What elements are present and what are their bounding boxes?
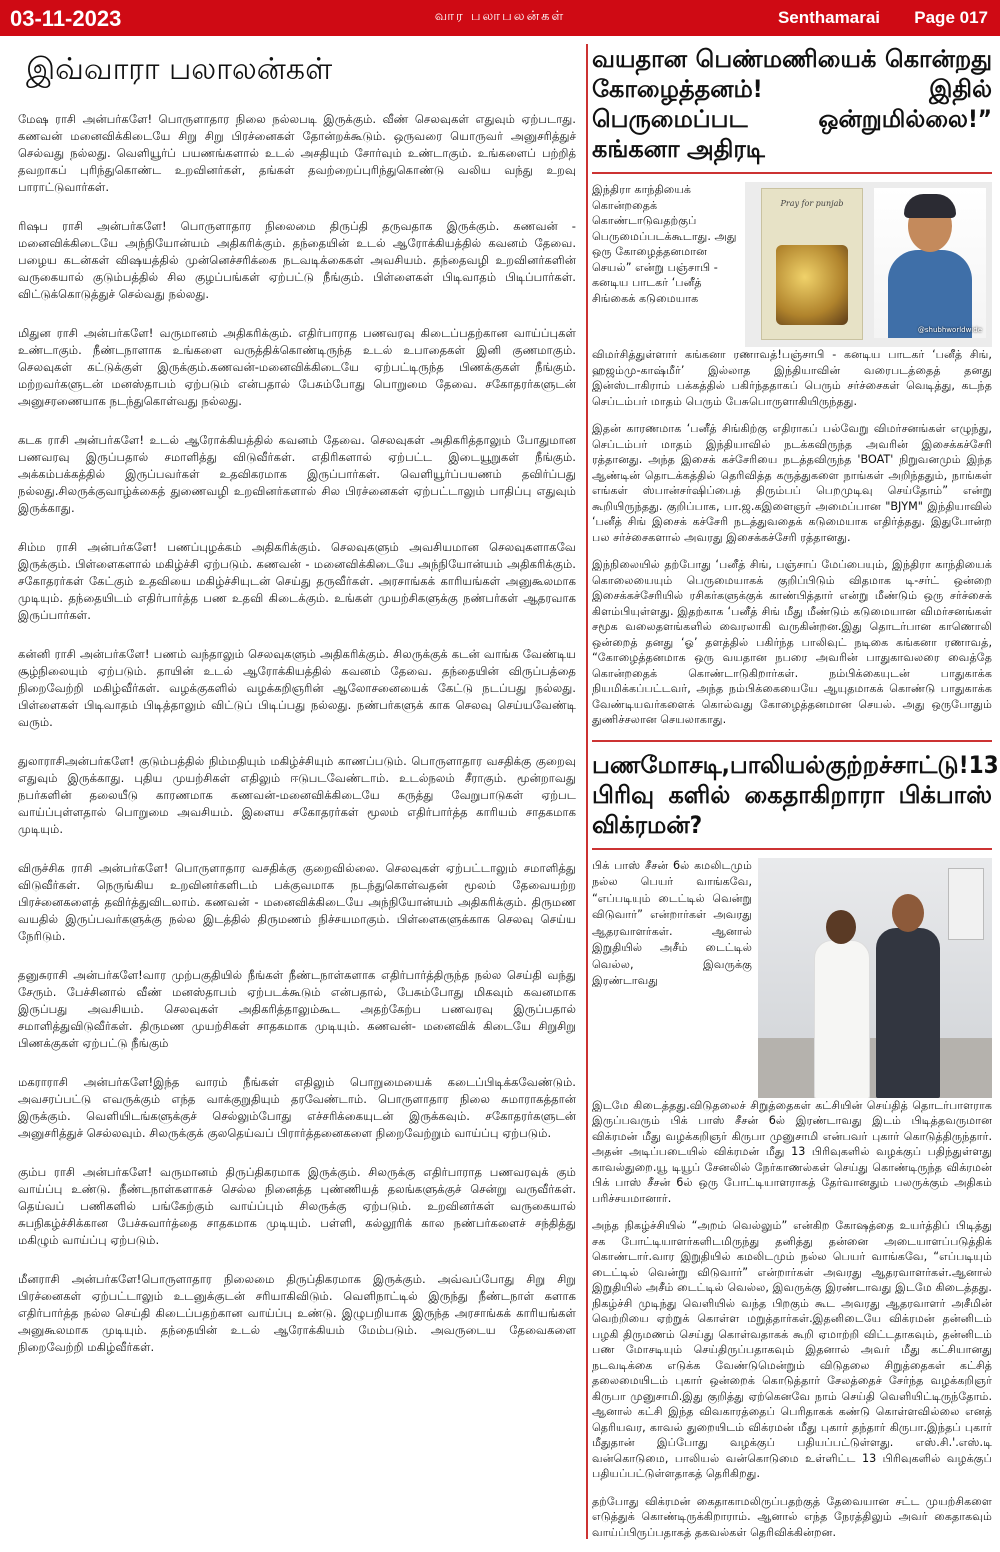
article-paragraph: அந்த நிகழ்ச்சியில் “அறம் வெல்லும்” என்கிற கோஷத்தை உயர்த்திப் பிடித்து சக போட்டியாளர்களிடமிருந்து தனித்து தன்னை அடையாளப்படுத்திக் கொண்டார்.வார இறுதியில் கமலிடமும் நல்ல பெயர் வாங்கவே, “எப்படியும் டைட்டில் வென்று விடுவார்” என்றார்கள் அவரது ஆதரவாளர்கள்.ஆனால் இறுதியில் அசீம் டைட்டில் வெல்ல, இவருக்கு இரண்டாவது இடமே கிடைத்தது. நிகழ்ச்சி முடிந்து வெளியில் வந்த பிறகும் கூட அவரது ஆதரவாளர் அசீமின் வெற்றியை ஏற்றுக் கொள்ள மறுத்தார்கள்.இதனிடையே விக்ரமன் தன்னிடம் பழகி திருமணம் செய்து கொள்வதாகக் கூறி ஏமாற்றி விட்டதாகவும், தன்னிடம் பண மோசடியும் செய்திருப்பதாகவும் இதனால் அவர் மீது கட்சியானது நடவடிக்கை எடுக்க வேண்டுமென்றும் விடுதலை சிறுத்தைகள் கட்சித் தலைமையிடம் புகார் ஒன்றைக் கொடுத்தார் சேலத்தைச் சேர்ந்த வழக்கறிஞர் கிருபா முனுசாமி.இது குறித்து ஏற்கெனவே நாம் செய்தி வெளியிட்டிருந்தோம். ஆனால் கட்சி இந்த விவகாரத்தைப் பெரிதாகக் கண்டு கொள்ளவில்லை எனத் தெரியவர, காவல் துறையிடம் விக்ரமன் மீது புகார் தந்தார் கிருபா.இந்தப் புகார் மீதுதான் இப்போது வழக்குப் பதியப்பட்டுள்ளது. எஸ்.சி.'.எஸ்.டி வன்கொடுமை, பாலியல் வன்கொடுமை உள்ளிட்ட 13 பிரிவுகளில் வழக்குப் பதியப்பட்டுள்ளதாகத் தெரிகிறது. <box>592 1219 992 1480</box>
header-bar <box>0 0 1000 36</box>
horoscope-item: மீனராசி அன்பர்களே!பொருளாதார நிலைமை திருப்திகரமாக இருக்கும். அவ்வப்போது சிறு சிறு பிரச்னைகள் ஏற்பட்டாலும் உடனுக்குடன் சரியாகிவிடும். வெளிநாட்டில் இருந்து நீண்டநாள் களாக எதிர்பார்த்த நல்ல செய்தி கிடைப்பதற்கான வாய்ப்பு உண்டு. இழுபறியாக இருந்த அரசாங்கக் காரியங்கள் அனுகூலமாக முடியும். தந்தையின் உடல் ஆரோக்கியம் மேம்படும். அவருடைய தேவைகளை நிறைவேற்றி மகிழ்வீர்கள். <box>18 1272 576 1354</box>
horoscope-item: ரிஷப ராசி அன்பர்களே! பொருளாதார நிலைமை திருப்தி தருவதாக இருக்கும். கணவன் - மனைவிக்கிடையே அந்நியோன்யம் அதிகரிக்கும். தந்தையின் உடல் ஆரோக்கியத்தில் கவனம் தேவை. பழைய கடன்கள் விஷயத்தில் முன்னெச்சரிக்கை நடவடிக்கைகள் அவசியம். தந்தைவழி உறவினர்களின் வருகையால் குடும்பத்தில் சில குழப்பங்கள் ஏற்பட்டு நீங்கும். பிள்ளைகள் பிடிவாதம் பிடிப்பார்கள். விட்டுக்கொடுத்துச் செல்வது நல்லது. <box>18 219 576 301</box>
book-cover-image <box>761 188 863 340</box>
article-intro: இந்திரா காந்தியைக் கொன்றதைக் கொண்டாடுவதற்குப் பெருமைப்படக்கூடாது. அது ஒரு கோழைத்தனமான செயல்” என்று பஞ்சாபி - கனடிய பாடகர் ‘பனீத் சிங்கைக் கடுமையாக <box>592 183 737 305</box>
horoscope-item: சிம்ம ராசி அன்பர்களே! பணப்புழக்கம் அதிகரிக்கும். செலவுகளும் அவசியமான செலவுகளாகவே இருக்கும். பிள்ளைகளால் மகிழ்ச்சி ஏற்படும். கணவன் - மனைவிக்கிடையே அந்நியோன்யம் அதிகரிக்கும். சகோதரர்கள் கேட்கும் உதவியை மகிழ்ச்சியுடன் செய்து தருவீர்கள். அரசாங்கக் காரியங்கள் அனுகூலமாக முடியும். தந்தையிடம் எதிர்பார்த்த பண உதவி கிடைக்கும். உங்கள் முயற்சிகளுக்கு நண்பர்கள் ஆதரவாக இருப்பார்கள். <box>18 540 576 622</box>
divider-line <box>592 172 992 174</box>
horoscope-item: கடக ராசி அன்பர்களே! உடல் ஆரோக்கியத்தில் கவனம் தேவை. செலவுகள் அதிகரித்தாலும் போதுமான பணவரவு இருப்பதால் சமாளித்து விடுவீர்கள். எதிரிகளால் ஏற்பட்ட இடையூறுகள் நீங்கும். அக்கம்பக்கத்தில் இருப்பவர்கள் உதவிகரமாக இருப்பார்கள். வெளியூர்ப்பயணம் தவிர்ப்பது நல்லது.சிலருக்குவாழ்க்கைத் துணைவழி உறவினர்களால் சில பிரச்னைகள் ஏற்பட்டாலும் பாதிப்பு எதுவும் இருக்காது. <box>18 433 576 515</box>
singer-photo <box>874 188 986 338</box>
horoscope-item: மகராராசி அன்பர்களே!இந்த வாரம் நீங்கள் எதிலும் பொறுமையைக் கடைப்பிடிக்கவேண்டும். அவசரப்பட்டு எவருக்கும் எந்த வாக்குறுதியும் தரவேண்டாம். பொருளாதார நிலை சுமாராகத்தான் இருக்கும். வெளியிடங்களுக்குச் செல்லும்போது எச்சரிக்கையுடன் இருக்கவும். சகோதரர்களுடன் அனுசரித்துச் செல்லவும். சிலருக்குக் குலதெய்வப் பிரார்த்தனைகளை நிறைவேற்றும் வாய்ப்பு ஏற்படும். <box>18 1075 576 1140</box>
article-headline: பணமோசடி,பாலியல்குற்றச்சாட்டு!13 பிரிவு களில் கைதாகிறாரா பிக்பாஸ் விக்ரமன்? <box>592 750 999 839</box>
article-paragraph: இடமே கிடைத்தது.விடுதலைச் சிறுத்தைகள் கட்சியின் செய்தித் தொடர்பாளராக இருப்பவரும் பிக் பாஸ் சீசன் 6ல் இரண்டாவது இடம் பிடித்தவருமான விக்ரமன் மீது வழக்கறிஞர் கிருபா முனுசாமி என்பவர் புகார் கொடுத்திருந்தார். அதன் அடிப்படையில் விக்ரமன் மீது 13 பிரிவுகளில் வழக்குப் பதிந்துள்ளது காவல்துறை.யூ டியூப் சேனலில் நேர்காணல்கள் செய்து கொண்டிருந்த விக்ரமன் பிக் பாஸ் சீசன் 6ல் ஒரு போட்டியாளராகத் தேர்வானதும் பலருக்கும் அதிகம் பரிச்சயமானார். <box>592 1098 992 1205</box>
photo-handle: @shubhworldwide <box>917 326 982 334</box>
article-headline: வயதான பெண்மணியைக் கொன்றது கோழைத்தனம்! இதில் பெருமைப்பட ஒன்றுமில்லை!” கங்கனா அதிரடி <box>592 45 992 163</box>
horoscope-item: மேஷ ராசி அன்பர்களே! பொருளாதார நிலை நல்லபடி இருக்கும். வீண் செலவுகள் எதுவும் ஏற்படாது. கணவன் மனைவிக்கிடையே சிறு சிறு பிரச்னைகள் தோன்றக்கூடும். ஒருவரை யொருவர் அனுசரித்துச் செல்வது நல்லது. வெளியூர்ப் பயணங்களால் உடல் அசதியும் சோர்வும் உண்டாகும். உங்களைப் பற்றித் தவறாகப் புரிந்துகொண்ட உறவினர்கள், தங்கள் தவற்றைப்புரிந்துகொண்டு வலிய வந்து உறவு பாராட்டுவார்கள். <box>18 112 576 194</box>
issue-date: 03-11-2023 <box>10 6 122 31</box>
article-vikraman <box>592 750 999 1541</box>
book-artwork <box>776 245 848 325</box>
vikraman-photo <box>758 858 992 1098</box>
horoscope-item: மிதுன ராசி அன்பர்களே! வருமானம் அதிகரிக்கும். எதிர்பாராத பணவரவு கிடைப்பதற்கான வாய்ப்புகள் உண்டாகும். நீண்டநாளாக உங்களை வருத்திக்கொண்டிருந்த உடல் உபாதைகள் இனி குணமாகும். செலவுகள் கட்டுக்குள் இருக்கும்.கணவன்-மனைவிக்கிடையே ஏற்பட்டிருந்த பிணக்குகள் நீங்கும். மற்றவர்களுடன் மனஸ்தாபம் ஏற்படும் என்பதால் பேசும்போது பொறுமை தேவை. சகோதரர்களுடன் அனுசரணையாக நடந்துகொள்வது நல்லது. <box>18 326 576 408</box>
news-column <box>592 38 999 1552</box>
section-title: வார பலாபலன்கள் <box>434 9 566 24</box>
horoscope-column <box>18 46 576 1378</box>
article-intro: பிக் பாஸ் சீசன் 6ல் கமலிடமும் நல்ல பெயர் வாங்கவே, “எப்படியும் டைட்டில் வென்று விடுவார்” என்றார்கள் அவரது ஆதரவாளர்கள். ஆனால் இறுதியில் அசீம் டைட்டில் வெல்ல, இவருக்கு இரண்டாவது <box>592 858 752 987</box>
article-intro-row <box>592 858 992 1098</box>
article-photo <box>745 182 992 347</box>
divider-line <box>592 740 992 742</box>
book-title: Pray for punjab <box>780 199 844 208</box>
article-paragraph: இந்நிலையில் தற்போது ‘பனீத் சிங், பஞ்சாப் மேப்பையும், இந்திரா காந்தியைக் கொலையையும் பெருமையாகக் குறிப்பிடும் விதமாக டி-சர்ட் ஒன்றை இசைக்கச்சேரியில் ரசிகர்களுக்குக் காண்பித்தார் என்று மீண்டும் ஒரு சர்ச்சைக் கிளம்பியுள்ளது. இதற்காக ‘பனீத் சிங் மீது மீண்டும் கடுமையான விமர்சனங்கள் சமூக வலைதளங்களில் வைரலாகி வருகின்றன.இது தொடர்பான காணொலி ஒன்றைத் தனது ‘ஓ’ தளத்தில் பகிர்ந்த பாலிவுட் நடிகை கங்கனா ரணாவத், “கோழைத்தனமாக ஒரு வயதான நபரை அவரின் பாதுகாவலரை வைத்தே கொன்றதைக் கொண்டாடுகிறார்கள். நம்பிக்கையுடன் பாதுகாக்க நியமிக்கப்பட்டவர், அந்த நம்பிக்கையையே ஆயுதமாகக் கொண்டு பாதுகாக்க வேண்டியவர்களைக் கொல்வது கோழைத்தனமான செயல். அது ஒருபோதும் துணிச்சலான செயலாகாது. <box>592 558 992 726</box>
horoscope-item: தனுசுராசி அன்பர்களே!வார முற்பகுதியில் நீங்கள் நீண்டநாள்களாக எதிர்பார்த்திருந்த நல்ல செய்தி வந்து சேரும். பேச்சினால் வீண் மனஸ்தாபம் ஏற்படக்கூடும் என்பதால், பேசும்போது மிகவும் கவனமாக இருப்பது அவசியம். செலவுகள் அதிகரித்தாலும்கூட அதற்கேற்ப பணவரவு இருப்பதால் சமாளித்துவிடுவீர்கள். திருமண முயற்சிகள் சாதகமாக முடியும். கணவன்- மனைவிக் கிடையே சிறுசிறு பிணக்குகள் ஏற்பட்டு நீங்கும் <box>18 968 576 1050</box>
article-paragraph: தற்போது விக்ரமன் கைதாகாமலிருப்பதற்குத் தேவையான சட்ட முயற்சிகளை எடுத்துக் கொண்டிருக்கிறாராம். ஆனால் எந்த நேரத்திலும் அவர் கைதாகவும் வாய்ப்பிருப்பதாகத் தகவல்கள் தெரிவிக்கின்றன. <box>592 1494 992 1539</box>
horoscope-item: கன்னி ராசி அன்பர்களே! பணம் வந்தாலும் செலவுகளும் அதிகரிக்கும். சிலருக்குக் கடன் வாங்க வேண்டிய சூழ்நிலையும் ஏற்படும். தாயின் உடல் ஆரோக்கியத்தில் கவனம் தேவை. தந்தையின் விருப்பத்தை நிறைவேற்றி மகிழ்வீர்கள். வழக்குகளில் வழக்கறிஞரின் ஆலோசனையைக் கேட்டு நடப்பது நல்லது. பிள்ளைகள் பிடிவாதம் பிடித்தாலும் விட்டுப் பிடிப்பது நல்லது. நண்பர்களுக் காக செலவு செய்யவேண்டி வரும். <box>18 647 576 729</box>
article-kangana <box>592 44 992 728</box>
horoscope-list <box>18 111 576 1356</box>
horoscope-item: விருச்சிக ராசி அன்பர்களே! பொருளாதார வசதிக்கு குறைவில்லை. செலவுகள் ஏற்பட்டாலும் சமாளித்து விடுவீர்கள். நெருங்கிய உறவினர்களிடம் பக்குவமாக நடந்துகொள்வதன் மூலம் தேவையற்ற பிரச்னைகளைத் தவிர்த்துவிடலாம். கணவன் - மனைவிக்கிடையே அந்நியோன்யம் அதிகரிக்கும். திருமண வயதில் இருப்பவர்களுக்கு நல்ல இடத்தில் திருமணம் நிச்சயமாகும். பிள்ளைகளுக்காக செலவு செய்ய நேரிடும். <box>18 861 576 943</box>
article-paragraph: விமர்சித்துள்ளார் கங்கனா ரணாவத்!பஞ்சாபி - கனடிய பாடகர் ‘பனீத் சிங், ஹஜம்மு-காஷ்மீர்’ இல்லாத இந்தியாவின் வரைபடத்தைத் தனது இன்ஸ்டாகிராம் பக்கத்தில் பகிர்ந்ததாகப் பெரும் சர்ச்சைகள் வெடித்து, கடந்த செப்டம்பர் மாதம் பெரும் பேசுபொருளாகியிருந்தது. <box>592 348 992 408</box>
article-paragraph: இதன் காரணமாக ‘பனீத் சிங்கிற்கு எதிராகப் பல்வேறு விமர்சனங்கள் எழுந்து, செப்டம்பர் மாதம் இந்தியாவில் நடக்கவிருந்த அவரின் இசைக்கச்சேரி ரத்தானது. அந்த இசைக் கச்சேரியை நடத்தவிருந்த 'BOAT' நிறுவனமும் இந்த ஆண்டின் தொடக்கத்தில் தெரிவித்த கருத்துகளை நாங்கள் அறிந்ததும், நாங்கள் எங்கள் ஸ்பான்சர்ஷிப்பைத் திரும்பப் பெறமுடிவு செய்தோம்” என்று கூறியிருந்தது. குறிப்பாக, பா.ஜ.கஇளைஞர் அமைப்பான "BJYM" இந்தியாவில் ‘பனீத் சிங் இசைக் கச்சேரி நடத்துவதைக் கடுமையாக எதிர்த்தது. இதுபோன்ற பல சர்ச்சைகளால் அவரது இசைக்கச்சேரி ரத்தானது. <box>592 422 992 544</box>
page-number: Page 017 <box>914 8 988 27</box>
article-intro-row <box>592 182 992 347</box>
divider-line <box>592 848 992 850</box>
column-divider <box>586 44 588 1539</box>
horoscope-title: இவ்வாரா பலாலன்கள் <box>26 52 333 87</box>
horoscope-item: துலாராசிஅன்பர்களே! குடும்பத்தில் நிம்மதியும் மகிழ்ச்சியும் காணப்படும். பொருளாதார வசதிக்கு குறைவு எதுவும் இருக்காது. புதிய முயற்சிகள் எதிலும் ஈடுபடவேண்டாம். உடல்நலம் சீராகும். மூன்றாவது நபர்களின் தலையீடு காரணமாக கணவன்-மனைவிக்கிடையே கருத்து வேறுபாடுகள் ஏற்பட வாய்ப்புள்ளதால் பொறுமை அவசியம். இளைய சகோதரர்கள் மூலம் எதிர்பார்த்த காரியம் சாதகமாக முடியும். <box>18 754 576 836</box>
horoscope-item: கும்ப ராசி அன்பர்களே! வருமானம் திருப்திகரமாக இருக்கும். சிலருக்கு எதிர்பாராத பணவரவுக் கும் வாய்ப்பு உண்டு. நீண்டநாள்களாகச் செல்ல நினைத்த புண்ணியத் தலங்களுக்குச் சென்று வருவீர்கள். தெய்வப் பணிகளில் பங்கேற்கும் வாய்ப்பும் சிலருக்கு ஏற்படும். உறவினர்கள் வருகையால் சுபநிகழ்ச்சிக்கான பேச்சுவார்த்தை சாதகமாக முடியும். பள்ளி, கல்லூரிக் கால நண்பர்களைச் சந்தித்து மகிழும் வாய்ப்பு ஏற்படும். <box>18 1165 576 1247</box>
publication-name: Senthamarai <box>777 8 880 27</box>
